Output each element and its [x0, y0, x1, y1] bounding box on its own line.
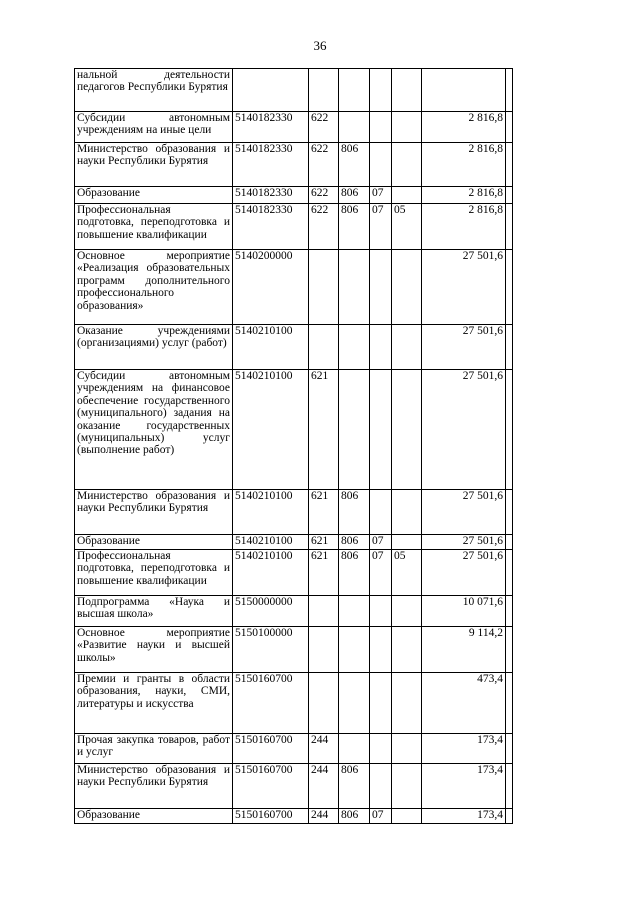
- table-row: [75, 535, 513, 550]
- row-csr-cell: 5140210100: [233, 535, 309, 550]
- table-row: [75, 764, 513, 809]
- row-extra-cell: [506, 187, 513, 204]
- row-name-cell: Оказание учреждениями (организациями) услуг (работ): [75, 325, 233, 370]
- row-extra-cell: [506, 550, 513, 596]
- row-csr-cell: 5140182330: [233, 204, 309, 250]
- row-grbs-cell: 806: [339, 535, 370, 550]
- row-vr-cell: [309, 627, 339, 673]
- row-pr-cell: [392, 187, 422, 204]
- row-grbs-cell: 806: [339, 204, 370, 250]
- row-sum-cell: 473,4: [422, 673, 506, 734]
- table-row: [75, 204, 513, 250]
- row-grbs-cell: [339, 627, 370, 673]
- row-csr-cell: 5150160700: [233, 673, 309, 734]
- row-pr-cell: [392, 143, 422, 187]
- row-vr-cell: 244: [309, 764, 339, 809]
- row-csr-cell: 5150160700: [233, 764, 309, 809]
- table-row: [75, 550, 513, 596]
- row-pr-cell: [392, 764, 422, 809]
- row-csr-cell: 5140210100: [233, 490, 309, 535]
- row-grbs-cell: [339, 734, 370, 764]
- row-grbs-cell: [339, 112, 370, 143]
- row-sum-cell: 173,4: [422, 764, 506, 809]
- row-pr-cell: 05: [392, 204, 422, 250]
- row-extra-cell: [506, 764, 513, 809]
- row-name-cell: Министерство образования и науки Республики Бурятия: [75, 490, 233, 535]
- row-rz-cell: [370, 764, 392, 809]
- row-rz-cell: [370, 143, 392, 187]
- row-vr-cell: 244: [309, 809, 339, 824]
- row-extra-cell: [506, 627, 513, 673]
- row-vr-cell: 622: [309, 204, 339, 250]
- row-extra-cell: [506, 112, 513, 143]
- row-pr-cell: [392, 490, 422, 535]
- row-pr-cell: [392, 734, 422, 764]
- row-extra-cell: [506, 673, 513, 734]
- row-extra-cell: [506, 490, 513, 535]
- row-rz-cell: 07: [370, 204, 392, 250]
- row-grbs-cell: [339, 370, 370, 490]
- row-extra-cell: [506, 143, 513, 187]
- row-csr-cell: 5140182330: [233, 112, 309, 143]
- row-name-cell: Подпрограмма «Наука и высшая школа»: [75, 596, 233, 627]
- row-sum-cell: 2 816,8: [422, 187, 506, 204]
- row-csr-cell: 5140210100: [233, 325, 309, 370]
- row-sum-cell: 10 071,6: [422, 596, 506, 627]
- row-sum-cell: 2 816,8: [422, 204, 506, 250]
- row-vr-cell: 621: [309, 550, 339, 596]
- row-name-cell: Профессиональная подготовка, переподготовка и повышение квалификации: [75, 550, 233, 596]
- budget-table: [74, 68, 513, 824]
- row-extra-cell: [506, 535, 513, 550]
- row-name-cell: Субсидии автономным учреждениям на иные цели: [75, 112, 233, 143]
- table-row: [75, 673, 513, 734]
- row-name-cell: Премии и гранты в области образования, науки, СМИ, литературы и искусства: [75, 673, 233, 734]
- row-grbs-cell: 806: [339, 550, 370, 596]
- row-grbs-cell: [339, 250, 370, 325]
- table-row: [75, 250, 513, 325]
- row-extra-cell: [506, 250, 513, 325]
- row-sum-cell: 27 501,6: [422, 325, 506, 370]
- row-name-cell: Образование: [75, 187, 233, 204]
- table-row: [75, 325, 513, 370]
- row-name-cell: Основное мероприятие «Развитие науки и высшей школы»: [75, 627, 233, 673]
- row-vr-cell: [309, 673, 339, 734]
- row-name-cell: Основное мероприятие «Реализация образовательных программ дополнительного профессионального образования»: [75, 250, 233, 325]
- row-rz-cell: [370, 490, 392, 535]
- row-grbs-cell: 806: [339, 490, 370, 535]
- row-extra-cell: [506, 204, 513, 250]
- row-vr-cell: 621: [309, 535, 339, 550]
- row-grbs-cell: [339, 325, 370, 370]
- row-grbs-cell: 806: [339, 187, 370, 204]
- row-sum-cell: 173,4: [422, 734, 506, 764]
- row-pr-cell: [392, 325, 422, 370]
- row-rz-cell: 07: [370, 809, 392, 824]
- row-sum-cell: 9 114,2: [422, 627, 506, 673]
- table-row: [75, 627, 513, 673]
- row-pr-cell: 05: [392, 550, 422, 596]
- row-extra-cell: [506, 596, 513, 627]
- row-sum-cell: 173,4: [422, 809, 506, 824]
- row-pr-cell: [392, 112, 422, 143]
- row-name-cell: Образование: [75, 809, 233, 824]
- row-vr-cell: [309, 250, 339, 325]
- row-extra-cell: [506, 325, 513, 370]
- row-grbs-cell: [339, 673, 370, 734]
- table-row: [75, 143, 513, 187]
- row-vr-cell: 622: [309, 143, 339, 187]
- table-row: [75, 187, 513, 204]
- table-row: [75, 809, 513, 824]
- row-vr-cell: 244: [309, 734, 339, 764]
- row-vr-cell: [309, 325, 339, 370]
- row-name-cell: Образование: [75, 535, 233, 550]
- row-name-cell: нальной деятельности педагогов Республики Бурятия: [75, 69, 233, 112]
- row-extra-cell: [506, 370, 513, 490]
- row-sum-cell: 27 501,6: [422, 490, 506, 535]
- row-pr-cell: [392, 809, 422, 824]
- row-rz-cell: [370, 673, 392, 734]
- row-csr-cell: 5140200000: [233, 250, 309, 325]
- row-sum-cell: 27 501,6: [422, 250, 506, 325]
- row-csr-cell: 5140182330: [233, 143, 309, 187]
- row-vr-cell: 621: [309, 370, 339, 490]
- row-vr-cell: 621: [309, 490, 339, 535]
- row-csr-cell: 5140210100: [233, 550, 309, 596]
- row-rz-cell: [370, 734, 392, 764]
- row-csr-cell: 5150100000: [233, 627, 309, 673]
- row-rz-cell: [370, 112, 392, 143]
- row-pr-cell: [392, 673, 422, 734]
- table-row: [75, 734, 513, 764]
- row-name-cell: Профессиональная подготовка, переподготовка и повышение квалификации: [75, 204, 233, 250]
- row-pr-cell: [392, 69, 422, 112]
- row-rz-cell: [370, 69, 392, 112]
- page-number: 36: [313, 38, 327, 53]
- row-pr-cell: [392, 596, 422, 627]
- row-grbs-cell: [339, 69, 370, 112]
- table-row: [75, 112, 513, 143]
- row-rz-cell: [370, 627, 392, 673]
- row-vr-cell: [309, 69, 339, 112]
- row-vr-cell: [309, 596, 339, 627]
- row-pr-cell: [392, 627, 422, 673]
- row-pr-cell: [392, 370, 422, 490]
- row-csr-cell: [233, 69, 309, 112]
- row-name-cell: Субсидии автономным учреждениям на финансовое обеспечение государственного (муниципального) задания на оказание государственных (муниципальных) услуг (выполнение работ): [75, 370, 233, 490]
- row-extra-cell: [506, 69, 513, 112]
- row-extra-cell: [506, 734, 513, 764]
- row-name-cell: Министерство образования и науки Республики Бурятия: [75, 143, 233, 187]
- row-sum-cell: 27 501,6: [422, 370, 506, 490]
- row-sum-cell: 2 816,8: [422, 112, 506, 143]
- row-csr-cell: 5140210100: [233, 370, 309, 490]
- row-csr-cell: 5140182330: [233, 187, 309, 204]
- row-sum-cell: [422, 69, 506, 112]
- row-grbs-cell: 806: [339, 764, 370, 809]
- table-row: [75, 69, 513, 112]
- table-row: [75, 596, 513, 627]
- row-rz-cell: 07: [370, 550, 392, 596]
- row-vr-cell: 622: [309, 112, 339, 143]
- row-rz-cell: [370, 596, 392, 627]
- table-body: [75, 69, 513, 824]
- row-rz-cell: [370, 325, 392, 370]
- row-sum-cell: 27 501,6: [422, 550, 506, 596]
- row-vr-cell: 622: [309, 187, 339, 204]
- row-rz-cell: [370, 250, 392, 325]
- table-row: [75, 490, 513, 535]
- row-grbs-cell: 806: [339, 143, 370, 187]
- row-sum-cell: 2 816,8: [422, 143, 506, 187]
- row-grbs-cell: [339, 596, 370, 627]
- row-rz-cell: 07: [370, 187, 392, 204]
- row-csr-cell: 5150000000: [233, 596, 309, 627]
- row-csr-cell: 5150160700: [233, 809, 309, 824]
- row-grbs-cell: 806: [339, 809, 370, 824]
- row-pr-cell: [392, 250, 422, 325]
- row-csr-cell: 5150160700: [233, 734, 309, 764]
- row-rz-cell: [370, 370, 392, 490]
- row-pr-cell: [392, 535, 422, 550]
- row-name-cell: Прочая закупка товаров, работ и услуг: [75, 734, 233, 764]
- row-name-cell: Министерство образования и науки Республики Бурятия: [75, 764, 233, 809]
- row-sum-cell: 27 501,6: [422, 535, 506, 550]
- row-rz-cell: 07: [370, 535, 392, 550]
- row-extra-cell: [506, 809, 513, 824]
- table-row: [75, 370, 513, 490]
